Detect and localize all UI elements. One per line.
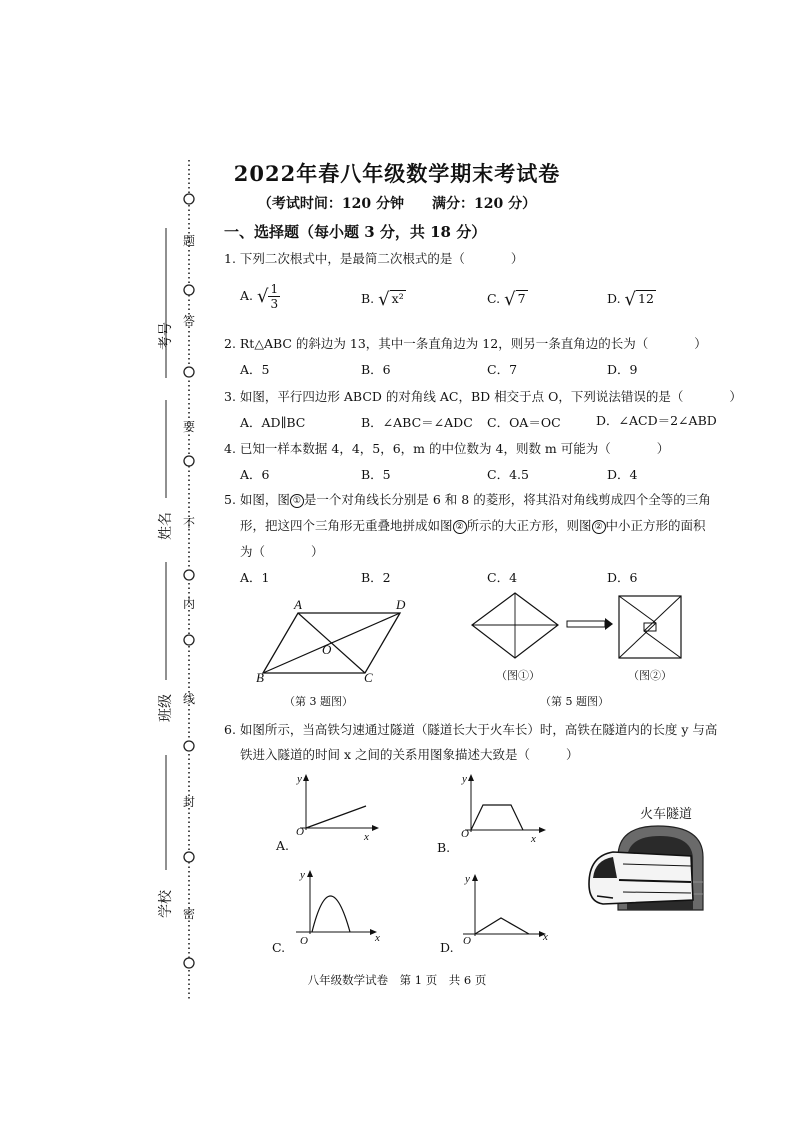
answer-paren-close: ） bbox=[566, 747, 579, 762]
question-3-stem bbox=[224, 387, 742, 405]
graph-b-label: B. bbox=[437, 840, 451, 855]
question-2-text: 2. Rt△ABC 的斜边为 13，其中一条直角边为 12，则另一条直角边的长为（ bbox=[224, 336, 649, 351]
question-2-option-d: D．9 bbox=[607, 362, 638, 377]
question-4-option-d: D．4 bbox=[607, 467, 638, 482]
option-label: D. bbox=[607, 291, 621, 306]
question-4-option-a: A．6 bbox=[240, 467, 270, 482]
field-school: 学校 bbox=[158, 890, 174, 918]
point-label-d: D bbox=[396, 597, 406, 612]
figure-5-sub-caption-2: （图②） bbox=[628, 669, 672, 682]
seal-char: 封 bbox=[183, 795, 196, 809]
graph-d-x-label: x bbox=[543, 931, 548, 943]
graph-c-x-label: x bbox=[375, 932, 380, 944]
figure-5-sub-caption-1: （图①） bbox=[496, 669, 540, 682]
radicand: x² bbox=[391, 291, 404, 306]
radicand: 7 bbox=[517, 291, 526, 306]
question-5-option-a: A．1 bbox=[240, 570, 270, 585]
field-exam-number: 考号 bbox=[158, 322, 174, 350]
seal-char: 题 bbox=[183, 234, 196, 248]
question-3-option-d: D．∠ACD＝2∠ABD bbox=[596, 413, 717, 428]
page-title: 2022年春八年级数学期末考试卷 bbox=[233, 161, 561, 186]
question-4-option-b: B．5 bbox=[361, 467, 391, 482]
question-3-option-b: B．∠ABC＝∠ADC bbox=[361, 415, 473, 430]
question-5-option-b: B．2 bbox=[361, 570, 391, 585]
question-4-text: 4. 已知一样本数据 4，4，5，6，m 的中位数为 4，则数 m 可能为（ bbox=[224, 441, 611, 456]
graph-d-label: D. bbox=[440, 940, 454, 955]
question-2-option-b: B．6 bbox=[361, 362, 391, 377]
graph-d bbox=[455, 872, 565, 948]
fraction bbox=[268, 282, 280, 311]
text-fragment: 为（ bbox=[240, 544, 266, 559]
answer-paren-close: ） bbox=[510, 251, 524, 266]
graph-c-origin: O bbox=[300, 935, 308, 947]
seal-char: 要 bbox=[183, 420, 196, 434]
page-footer: 八年级数学试卷 第 1 页 共 6 页 bbox=[307, 973, 487, 987]
seal-char: 密 bbox=[183, 907, 196, 921]
option-label: B. bbox=[361, 291, 375, 306]
question-4-stem bbox=[224, 439, 669, 457]
figure-3-caption: （第 3 题图） bbox=[284, 695, 353, 708]
question-1-option-a bbox=[240, 282, 280, 311]
train-tunnel-illustration bbox=[583, 822, 713, 912]
seal-char: 答 bbox=[183, 314, 196, 328]
question-2-option-a: A．5 bbox=[240, 362, 270, 377]
sqrt-icon: √ bbox=[378, 289, 390, 310]
question-1-option-b bbox=[361, 289, 406, 310]
question-5-option-d: D．6 bbox=[607, 570, 638, 585]
graph-b-origin: O bbox=[461, 828, 469, 840]
text-fragment: 是一个对角线长分别是 6 和 8 的菱形，将其沿对角线剪成四个全等的三角 bbox=[303, 492, 711, 507]
seal-char: 不 bbox=[183, 516, 196, 530]
exam-info: （考试时间：120 分钟 满分：120 分） bbox=[257, 196, 537, 212]
fraction-numerator: 1 bbox=[270, 282, 279, 296]
text-fragment: 中小正方形的面积 bbox=[605, 518, 706, 533]
graph-a-y-label: y bbox=[297, 773, 302, 785]
figure-1-marker: ① bbox=[290, 494, 304, 508]
point-label-b: B bbox=[256, 670, 264, 685]
graph-b-y-label: y bbox=[462, 773, 467, 785]
question-2-stem bbox=[224, 334, 707, 352]
figure-5-caption: （第 5 题图） bbox=[540, 695, 609, 708]
graph-b-x-label: x bbox=[531, 833, 536, 845]
point-label-o: O bbox=[322, 642, 332, 657]
sqrt-icon: √ bbox=[257, 286, 269, 307]
answer-paren-close: ） bbox=[656, 441, 670, 456]
field-class: 班级 bbox=[158, 694, 174, 722]
question-5-line-2 bbox=[240, 516, 706, 534]
fraction-denominator: 3 bbox=[270, 297, 279, 311]
answer-paren-close: ） bbox=[729, 389, 742, 404]
text-fragment: 所示的大正方形，则图 bbox=[466, 518, 592, 533]
question-3-option-c: C．OA＝OC bbox=[487, 415, 561, 430]
graph-d-origin: O bbox=[463, 935, 471, 947]
question-1-option-c bbox=[487, 289, 528, 310]
question-5-option-c: C．4 bbox=[487, 570, 518, 585]
answer-paren-close: ） bbox=[694, 336, 707, 351]
question-5-line-3 bbox=[240, 542, 324, 560]
question-5-line-1 bbox=[224, 490, 711, 508]
question-4-option-c: C．4.5 bbox=[487, 467, 529, 482]
question-6-text: 铁进入隧道的时间 x 之间的关系用图象描述大致是（ bbox=[240, 747, 530, 762]
question-3-text: 3. 如图，平行四边形 ABCD 的对角线 AC，BD 相交于点 O，下列说法错误的是（ bbox=[224, 389, 684, 404]
figure-2-marker: ② bbox=[592, 520, 606, 534]
option-label: A. bbox=[240, 288, 254, 303]
question-1-stem bbox=[224, 249, 523, 267]
question-1-option-d bbox=[607, 289, 656, 310]
field-name: 姓名 bbox=[158, 512, 174, 540]
seal-char: 内 bbox=[183, 597, 196, 611]
figure-5-diagram bbox=[465, 588, 695, 678]
tunnel-label: 火车隧道 bbox=[640, 807, 693, 822]
section-heading: 一、选择题（每小题 3 分，共 18 分） bbox=[224, 223, 487, 241]
sqrt-icon: √ bbox=[504, 289, 516, 310]
figure-2-marker: ② bbox=[453, 520, 467, 534]
graph-a-origin: O bbox=[296, 826, 304, 838]
graph-a-label: A. bbox=[276, 838, 290, 853]
question-1-text: 1. 下列二次根式中，是最简二次根式的是（ bbox=[224, 251, 465, 266]
question-3-option-a: A．AD∥BC bbox=[240, 415, 306, 430]
point-label-c: C bbox=[364, 670, 373, 685]
sqrt-icon: √ bbox=[624, 289, 637, 310]
seal-char: 线 bbox=[183, 692, 196, 706]
option-label: C. bbox=[487, 291, 501, 306]
question-2-option-c: C．7 bbox=[487, 362, 518, 377]
graph-d-y-label: y bbox=[465, 873, 470, 885]
question-6-line-1: 6. 如图所示，当高铁匀速通过隧道（隧道长大于火车长）时，高铁在隧道内的长度 y 与高 bbox=[224, 722, 718, 737]
answer-paren-close: ） bbox=[311, 544, 324, 559]
radicand: 12 bbox=[638, 291, 654, 306]
graph-a-x-label: x bbox=[364, 831, 369, 843]
graph-c-label: C. bbox=[272, 940, 286, 955]
graph-c-y-label: y bbox=[300, 869, 305, 881]
text-fragment: 形，把这四个三角形无重叠地拼成如图 bbox=[240, 518, 453, 533]
text-fragment: 5. 如图，图 bbox=[224, 492, 290, 507]
point-label-a: A bbox=[294, 597, 302, 612]
question-6-line-2 bbox=[240, 745, 579, 763]
